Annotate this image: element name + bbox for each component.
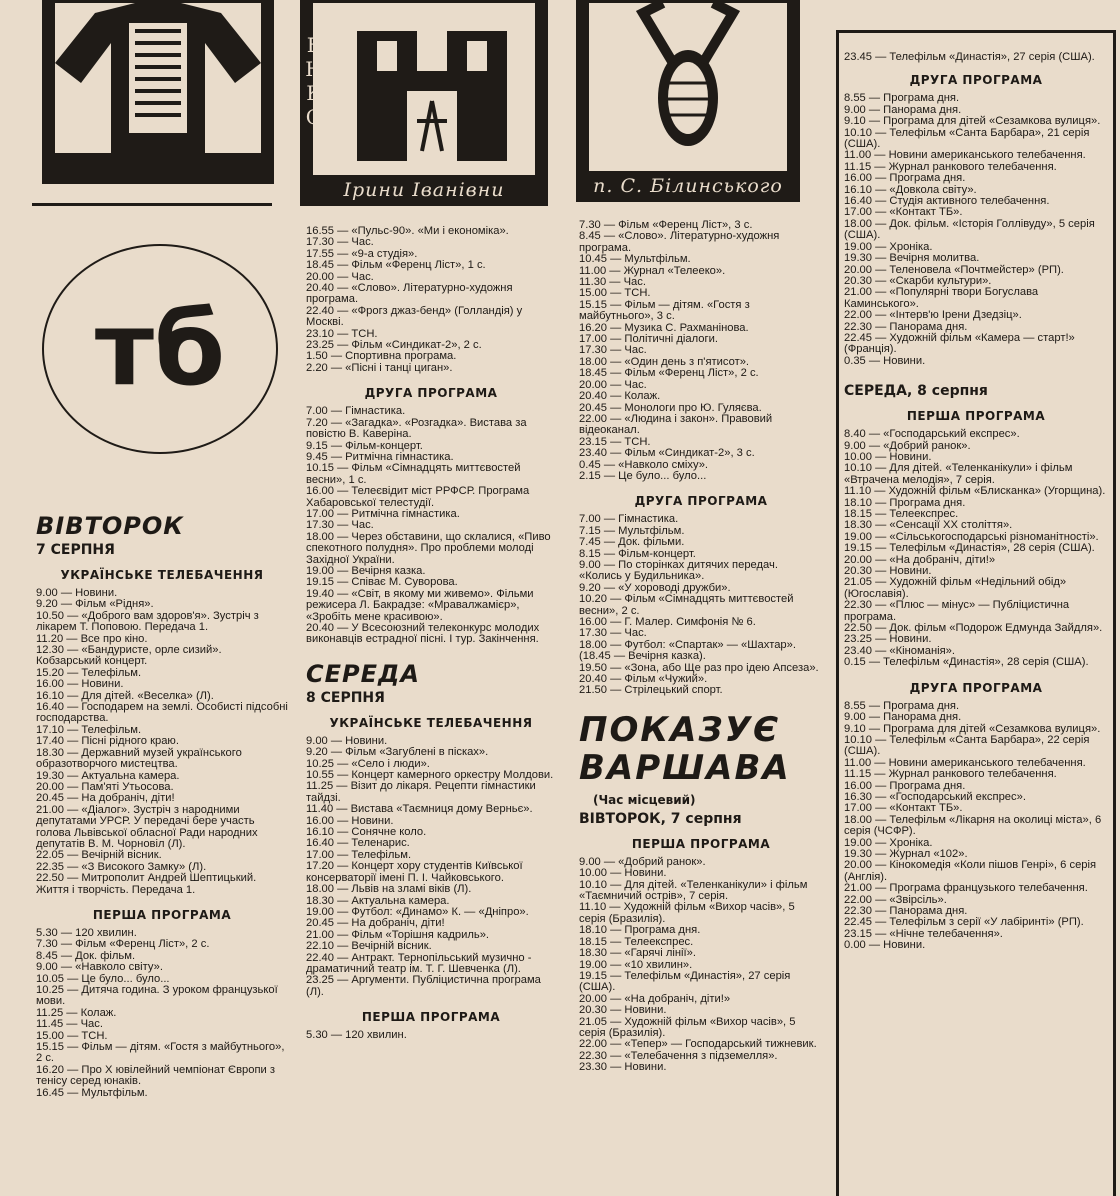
day-heading: ВІВТОРОК, 7 серпня — [579, 810, 742, 827]
program-item: 22.40 — «Фрогз джаз-бенд» (Голландія) у Москві. — [306, 304, 523, 329]
program-item: 18.00 — «Один день з п'ятисот». — [579, 355, 750, 368]
program-item: 10.55 — Концерт камерного оркестру Молдови. — [306, 769, 554, 782]
program-item: 22.40 — Антракт. Тернопільський музично - драматичний театр ім. Т. Г. Шевченка (Л). — [306, 951, 532, 975]
program-item: 22.10 — Вечірній вісник. — [306, 940, 432, 953]
program-item: 8.45 — «Слово». Літературно-художня програма. — [579, 230, 780, 254]
program-item: 10.20 — Фільм «Сімнадцять миттєвостей весни», 2 с. — [579, 593, 794, 617]
program-item: 11.00 — Новини американського телебачення. — [844, 756, 1086, 769]
program-item: 17.10 — Телефільм. — [36, 723, 142, 736]
program-item: 22.35 — «З Високого Замку» (Л). — [36, 860, 207, 873]
program-item: 16.00 — Програма дня. — [844, 172, 966, 185]
program-item: 16.00 — Г. Малер. Симфонія № 6. — [579, 616, 756, 628]
program-item: 20.30 — Новини. — [844, 565, 932, 578]
program-item: 18.30 — «Сенсації ХХ століття». — [844, 519, 1013, 532]
artwork-crayfish — [576, 0, 800, 202]
tv-logo: тб — [42, 244, 278, 454]
vertical-caption: ЕНКО — [302, 33, 326, 129]
program-item: 20.30 — Новини. — [579, 1004, 667, 1017]
program-item: 17.30 — Час. — [579, 627, 647, 640]
program-item: 15.20 — Телефільм. — [36, 666, 142, 679]
program-item: 9.00 — Панорама дня. — [844, 103, 962, 116]
program-item: 9.00 — «Добрий ранок». — [579, 855, 706, 868]
program-item: 10.25 — Дитяча година. З уроком французької мови. — [36, 984, 278, 1008]
program-item: 7.30 — Фільм «Ференц Ліст», 2 с. — [36, 938, 210, 951]
program-item: 19.40 — «Світ, в якому ми живемо». Фільми режисера Л. Бакрадзе: «Мравалжамієр», «Зробіть мене красивою». — [306, 587, 534, 623]
program-item: 9.20 — Фільм «Рідня». — [36, 598, 154, 611]
program-item: 15.00 — ТСН. — [579, 287, 651, 300]
program-item: 23.25 — Новини. — [844, 633, 932, 646]
program-item: 9.00 — «Добрий ранок». — [844, 439, 971, 452]
channel-heading: УКРАЇНСЬКЕ ТЕЛЕБАЧЕННЯ — [329, 715, 533, 730]
crayfish-icon — [623, 3, 753, 153]
program-item: 11.00 — Журнал «Телеекo». — [579, 264, 726, 277]
program-item: 0.35 — Новини. — [844, 354, 926, 367]
program-item: 19.00 — «10 хвилин». — [579, 958, 693, 971]
date-heading: 8 СЕРПНЯ — [306, 689, 385, 706]
program-item: 8.55 — Програма дня. — [844, 92, 960, 105]
program-item: 17.30 — Час. — [306, 519, 374, 532]
program-item: 19.00 — Футбол: «Динамо» К. — «Дніпро». — [306, 905, 529, 918]
program-item: 10.10 — Телефільм «Санта Барбара», 21 серія (США). — [844, 126, 1090, 151]
program-list — [844, 93, 1108, 367]
channel-heading: ПЕРША ПРОГРАМА — [906, 409, 1046, 424]
program-item: 11.00 — Новини американського телебачення. — [844, 149, 1086, 162]
date-heading: 7 СЕРПНЯ — [36, 542, 115, 558]
program-item: 10.10 — Для дітей. «Теленканікули» і фільм «Втрачена мелодія», 7 серія. — [844, 462, 1073, 486]
program-item: 9.20 — «У хороводі дружби». — [579, 581, 731, 594]
program-item: 11.45 — Час. — [36, 1018, 103, 1031]
program-item: 0.15 — Телефільм «Династія», 28 серія (США). — [844, 656, 1089, 669]
program-item: 18.00 — Телефільм «Лікарня на околиці міста», 6 серія (ЧСФР). — [844, 813, 1102, 838]
program-list — [579, 514, 823, 697]
program-item: 16.10 — «Довкола світу». — [844, 183, 977, 196]
program-item: 19.00 — Хроніка. — [844, 836, 933, 849]
program-item: 21.00 — «Популярні твори Богуслава Каминського». — [844, 286, 1039, 310]
program-item: 17.30 — Час. — [306, 236, 374, 249]
program-item: 15.15 — Фільм — дітям. «Гостя з майбутнього», 3 с. — [579, 298, 750, 323]
program-item: 11.20 — Все про кіно. — [36, 632, 148, 645]
program-item: 9.20 — Фільм «Загублені в пісках». — [306, 746, 489, 759]
program-item: 7.15 — Мультфільм. — [579, 524, 685, 537]
program-item: 7.20 — «Загадка». «Розгадка». Вистава за повістю В. Каверіна. — [306, 416, 527, 441]
program-item: 20.40 — Колаж. — [579, 390, 661, 403]
column-4 — [836, 52, 1120, 952]
program-item: 5.30 — 120 хвилин. — [36, 926, 137, 939]
program-item: 20.45 — Монологи про Ю. Гуляєва. — [579, 401, 762, 414]
program-item: 18.00 — Футбол: «Спартак» — «Шахтар». (18.45 — Вечірня казка). — [579, 638, 796, 663]
day-heading: ВІВТОРОК — [36, 512, 184, 540]
program-item: 17.00 — Телефільм. — [306, 848, 412, 861]
program-item: 23.15 — «Нічне телебачення». — [844, 927, 1003, 940]
program-item: 22.00 — «Тепер» — Господарський тижневик. — [579, 1038, 817, 1051]
program-item: 10.15 — Фільм «Сімнадцять миттєвостей весни», 1 с. — [306, 462, 521, 486]
program-item: 22.50 — Док. фільм «Подорож Едмунда Зайдля». — [844, 622, 1103, 635]
program-item: 15.15 — Фільм — дітям. «Гостя з майбутнього», 2 с. — [36, 1041, 285, 1065]
program-item: 0.00 — Новини. — [844, 939, 926, 952]
program-item: 0.45 — «Навколо сміху». — [579, 458, 709, 471]
program-item: 22.05 — Вечірній вісник. — [36, 849, 162, 862]
program-item: 11.10 — Художній фільм «Вихор часів», 5 серія (Бразилія). — [579, 901, 795, 925]
program-item: 11.10 — Художній фільм «Блисканка» (Угорщина). — [844, 485, 1106, 498]
program-item: 21.00 — Програма французького телебачення. — [844, 882, 1088, 895]
program-item: 18.15 — Телеекспрес. — [844, 508, 959, 520]
program-item: 8.45 — Док. фільм. — [36, 949, 136, 962]
channel-heading: ДРУГА ПРОГРАМА — [634, 494, 768, 509]
program-list — [306, 736, 556, 998]
program-item: 10.05 — Це було... було... — [36, 972, 170, 985]
program-item: 18.30 — Актуальна камера. — [306, 894, 450, 907]
artwork-caption: п. С. Білинського — [593, 175, 783, 197]
program-item: 20.40 — Фільм «Чужий». — [579, 673, 708, 686]
program-item: 20.00 — Час. — [579, 378, 647, 391]
program-item: 2.20 — «Пісні і танці циган». — [306, 361, 453, 374]
program-item: 16.45 — Мультфільм. — [36, 1086, 148, 1099]
channel-heading: ПЕРША ПРОГРАМА — [92, 907, 232, 922]
program-item: 19.00 — «Сільськогосподарські різноманітності». — [844, 530, 1099, 543]
program-item: 20.00 — Теленовела «Почтмейстер» (РП). — [844, 263, 1064, 276]
program-item: 10.10 — Телефільм «Санта Барбара», 22 серія (США). — [844, 733, 1090, 758]
program-item: 12.30 — «Бандуристе, орле сизий». Кобзарський концерт. — [36, 644, 222, 668]
program-item: 16.40 — Студія активного телебачення. — [844, 195, 1050, 208]
program-item: 8.55 — Програма дня. — [844, 699, 960, 712]
program-item: 20.40 — «Слово». Літературно-художня програма. — [306, 282, 513, 306]
program-item: 1.50 — Спортивна програма. — [306, 350, 457, 363]
column-2 — [300, 226, 570, 1042]
program-item: 9.00 — «Навколо світу». — [36, 961, 163, 974]
program-item: 2.15 — Це було... було... — [579, 469, 707, 482]
program-item: 11.15 — Журнал ранкового телебачення. — [844, 768, 1057, 781]
program-item: 7.00 — Гімнастика. — [579, 513, 679, 526]
program-item: 7.30 — Фільм «Ференц Ліст», 3 с. — [579, 219, 753, 231]
program-item: 10.00 — Новини. — [844, 450, 932, 463]
artwork-embroidery — [42, 0, 274, 184]
program-item: 22.30 — «Плюс — мінус» — Публіцистична програма. — [844, 599, 1070, 623]
channel-heading: ДРУГА ПРОГРАМА — [364, 386, 498, 401]
program-item: 16.00 — Телеєвідит міст РРФСР. Програма Хабаровської телестудії. — [306, 485, 530, 509]
program-list — [36, 928, 288, 1099]
program-item: 16.40 — Теленарис. — [306, 837, 410, 850]
program-item: 18.45 — Фільм «Ференц Ліст», 1 с. — [306, 259, 486, 272]
program-item: 22.00 — «Звірсіль». — [844, 893, 947, 906]
program-item: 23.25 — Аргументи. Публіцистична програма (Л). — [306, 974, 541, 998]
program-item: 18.00 — Док. фільм. «Історія Голлівуду», 5 серія (США). — [844, 217, 1095, 242]
program-item: 18.00 — Львів на зламі віків (Л). — [306, 883, 472, 896]
castle-icon — [337, 11, 527, 161]
program-item: 23.25 — Фільм «Синдикат-2», 2 с. — [306, 339, 482, 352]
program-item: 19.50 — «Зона, або Ще раз про ідею Апсеза». — [579, 661, 819, 674]
program-item: 16.40 — Господарем на землі. Особисті підсобні господарства. — [36, 701, 288, 725]
program-item: 16.00 — Новини. — [306, 814, 394, 827]
program-item: 10.25 — «Село і люди». — [306, 757, 430, 770]
program-item: 16.00 — Новини. — [36, 678, 124, 691]
program-item: 10.50 — «Доброго вам здоров'я». Зустріч з лікарем Т. Поповою. Передача 1. — [36, 609, 259, 634]
program-item: 9.45 — Ритмічна гімнастика. — [306, 450, 454, 463]
program-item: 16.20 — Музика С. Рахманінова. — [579, 321, 749, 334]
program-list — [844, 429, 1108, 669]
program-item: 18.10 — Програма дня. — [844, 496, 966, 509]
program-item: 20.45 — На добраніч, діти! — [306, 917, 445, 930]
program-item: 18.00 — Через обставини, що склалися, «Пиво спекотного полудня». Про проблеми молоді Західної України. — [306, 530, 551, 566]
program-item: 22.00 — «Людина і закон». Правовий відеоканал. — [579, 412, 773, 437]
program-item: 16.00 — Програма дня. — [844, 779, 966, 792]
program-item: 19.15 — Співає М. Суворова. — [306, 576, 458, 589]
program-item: 9.15 — Фільм-концерт. — [306, 439, 423, 452]
program-item: 19.30 — Актуальна камера. — [36, 769, 180, 782]
program-item: 23.10 — ТСН. — [306, 327, 378, 340]
day-heading: СЕРЕДА — [306, 659, 420, 688]
program-item: 21.00 — «Діалог». Зустріч з народними депутатами УРСР. У передачі бере участь голова Львівської обласної Ради народних депутатів В. М. Чорновіл (Л). — [36, 803, 258, 850]
program-item: 16.20 — Про X ювілейний чемпіонат Європи з тенісу серед юнаків. — [36, 1063, 276, 1088]
program-item: 18.30 — Державний музей українського образотворчого мистецтва. — [36, 746, 242, 771]
program-item: 17.20 — Концерт хору студентів Київської консерваторії імені П. І. Чайковського. — [306, 860, 523, 884]
program-item: 18.15 — Телеекспрес. — [579, 935, 694, 948]
program-item: 17.55 — «9-а студія». — [306, 247, 418, 260]
warsaw-title-line-1: ПОКАЗУЄ — [579, 709, 780, 750]
program-item: 18.10 — Програма дня. — [579, 924, 701, 937]
program-item: 11.30 — Час. — [579, 276, 646, 289]
warsaw-title-line-2: ВАРШАВА — [579, 747, 791, 788]
program-item: 21.50 — Стрілецький спорт. — [579, 684, 723, 697]
program-item: 9.10 — Програма для дітей «Сезамкова вулиця». — [844, 115, 1101, 128]
program-item: 16.10 — Сонячне коло. — [306, 826, 427, 839]
program-item: 20.00 — «На добраніч, діти!» — [579, 992, 731, 1005]
column-3 — [573, 220, 835, 1074]
program-item: 11.25 — Візит до лікаря. Рецепти гімнастики тайдзі. — [306, 780, 536, 804]
artwork-caption: Ірини Іванівни — [343, 179, 505, 201]
program-list — [844, 52, 1108, 63]
artwork-castle — [300, 0, 548, 206]
program-item: 19.00 — Хроніка. — [844, 240, 933, 253]
program-item: 22.30 — Панорама дня. — [844, 905, 968, 917]
program-item: 9.00 — Новини. — [36, 587, 118, 599]
program-item: 7.45 — Док. фільми. — [579, 536, 685, 549]
local-time-note: (Час місцевий) — [593, 792, 696, 807]
program-item: 15.00 — ТСН. — [36, 1029, 108, 1042]
program-item: 10.10 — Для дітей. «Теленканікули» і фільм «Таємничий острів», 7 серія. — [579, 878, 808, 903]
program-item: 9.00 — Панорама дня. — [844, 711, 962, 724]
program-item: 9.10 — Програма для дітей «Сезамкова вулиця». — [844, 722, 1101, 735]
program-item: 20.30 — «Скарби культури». — [844, 274, 992, 287]
program-list — [579, 220, 823, 482]
program-item: 23.40 — Фільм «Синдикат-2», 3 с. — [579, 447, 755, 460]
program-item: 16.30 — «Господарський експрес». — [844, 790, 1026, 803]
program-item: 11.15 — Журнал ранкового телебачення. — [844, 160, 1057, 173]
program-item: 20.00 — Кінокомедія «Коли пішов Генрі», 6 серія (Англія). — [844, 859, 1097, 883]
program-item: 20.00 — Пам'яті Утьосова. — [36, 780, 174, 793]
program-item: 8.40 — «Господарський експрес». — [844, 428, 1020, 441]
program-item: 19.15 — Телефільм «Династія», 28 серія (США). — [844, 542, 1095, 555]
program-item: 22.30 — «Телебачення з підземелля». — [579, 1049, 778, 1062]
program-item: 17.00 — Політичні діалоги. — [579, 333, 718, 346]
program-item: 17.40 — Пісні рідного краю. — [36, 735, 179, 748]
program-list — [306, 226, 556, 374]
program-item: 23.15 — ТСН. — [579, 435, 651, 448]
channel-heading: ДРУГА ПРОГРАМА — [909, 73, 1043, 88]
program-list — [844, 701, 1108, 952]
program-item: 5.30 — 120 хвилин. — [306, 1029, 407, 1042]
program-item: 21.05 — Художній фільм «Недільний обід» (Югославія). — [844, 576, 1067, 600]
program-item: 22.45 — Телефільм з серії «У лабіринті» (РП). — [844, 916, 1084, 929]
channel-heading: ДРУГА ПРОГРАМА — [909, 680, 1043, 695]
program-item: 18.45 — Фільм «Ференц Ліст», 2 с. — [579, 367, 759, 380]
program-item: 17.00 — «Контакт ТБ». — [844, 802, 963, 815]
program-item: 9.00 — Новини. — [306, 734, 388, 747]
channel-heading: ПЕРША ПРОГРАМА — [361, 1010, 501, 1025]
channel-heading: ПЕРША ПРОГРАМА — [631, 836, 771, 851]
embroidered-shirt-icon — [55, 3, 261, 153]
program-item: 23.40 — «Кіноманія». — [844, 644, 955, 657]
program-item: 19.15 — Телефільм «Династія», 27 серія (США). — [579, 969, 791, 994]
program-item: 9.00 — По сторінках дитячих передач. «Колись у Будильника». — [579, 558, 778, 583]
program-item: 17.00 — Ритмічна гімнастика. — [306, 507, 460, 520]
program-item: 22.45 — Художній фільм «Камера — старт!» (Франція). — [844, 331, 1075, 356]
program-item: 20.45 — На добраніч, діти! — [36, 792, 175, 805]
program-item: 20.00 — «На добраніч, діти!» — [844, 553, 996, 566]
program-item: 16.55 — «Пульс-90». «Ми і економіка». — [306, 225, 509, 237]
program-item: 11.40 — Вистава «Таємниця дому Верньє». — [306, 803, 533, 816]
program-item: 21.00 — Фільм «Торішня кадриль». — [306, 928, 490, 941]
program-item: 8.15 — Фільм-концерт. — [579, 547, 696, 560]
column-1 — [0, 512, 298, 1099]
program-item: 23.30 — Новини. — [579, 1061, 667, 1074]
program-item: 17.30 — Час. — [579, 344, 647, 357]
program-item: 16.10 — Для дітей. «Веселка» (Л). — [36, 689, 214, 702]
program-item: 7.00 — Гімнастика. — [306, 405, 406, 418]
program-item: 10.45 — Мультфільм. — [579, 253, 691, 266]
program-item: 23.45 — Телефільм «Династія», 27 серія (США). — [844, 51, 1095, 63]
program-item: 22.00 — «Інтерв'ю Ірени Дзедзіц». — [844, 309, 1022, 322]
program-list — [306, 406, 556, 646]
channel-heading: УКРАЇНСЬКЕ ТЕЛЕБАЧЕННЯ — [60, 568, 264, 582]
program-item: 19.30 — Вечірня молитва. — [844, 252, 980, 265]
program-item: 22.30 — Панорама дня. — [844, 320, 968, 333]
program-list — [579, 857, 823, 1074]
program-item: 19.00 — Вечірня казка. — [306, 564, 426, 577]
program-item: 17.00 — «Контакт ТБ». — [844, 206, 963, 219]
program-item: 10.00 — Новини. — [579, 867, 667, 880]
program-item: 22.50 — Митрополит Андрей Шептицький. Життя і творчість. Передача 1. — [36, 872, 257, 896]
program-item: 19.30 — Журнал «102». — [844, 847, 968, 860]
program-item: 20.40 — У Всесоюзний телеконкурс молодих виконавців естрадної пісні. І тур. Закінчення. — [306, 622, 540, 646]
program-item: 21.05 — Художній фільм «Вихор часів», 5 серія (Бразилія). — [579, 1015, 796, 1039]
program-list — [306, 1030, 556, 1041]
program-item: 18.30 — «Гарячі лінії». — [579, 947, 696, 960]
program-list — [36, 588, 288, 896]
divider — [32, 203, 272, 206]
day-heading: СЕРЕДА, 8 серпня — [844, 383, 988, 400]
program-item: 11.25 — Колаж. — [36, 1006, 117, 1019]
program-item: 20.00 — Час. — [306, 270, 374, 283]
